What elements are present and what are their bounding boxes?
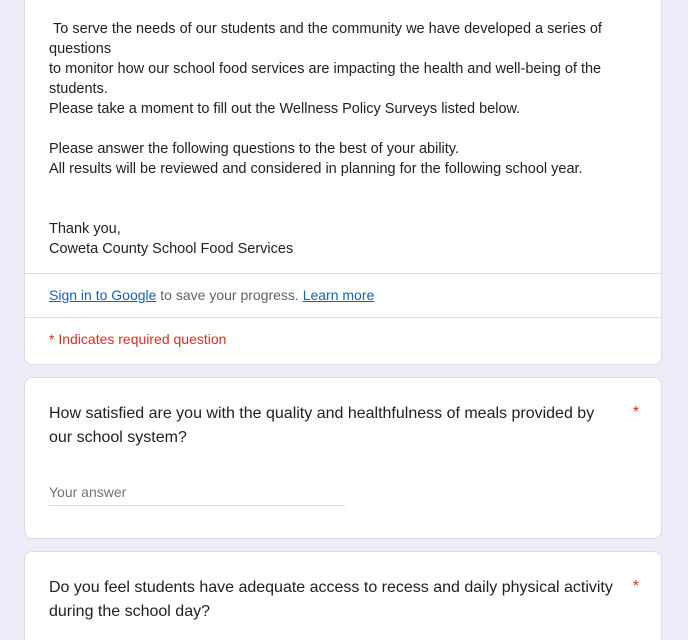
question-card: [24, 377, 662, 539]
question-title: How satisfied are you with the quality and healthfulness of meals provided by our school system?: [49, 405, 595, 446]
answer-input[interactable]: [49, 478, 345, 506]
question-title: Do you feel students have adequate access to recess and daily physical activity during the school day?: [49, 579, 613, 620]
form-description: To serve the needs of our students and the community we have developed a series of questions to monitor how our school food services are impacting the health and well-being of the students. Please take a moment to fill out the Wellness Policy Surveys listed below. Please answer the following questions to the best of your ability. All results will be reviewed and considered in planning for the following school year. Thank you, Coweta County School Food Services: [49, 21, 602, 257]
required-asterisk: *: [632, 404, 639, 421]
learn-more-link[interactable]: Learn more: [302, 287, 375, 303]
required-asterisk: *: [632, 578, 639, 595]
question-card: [24, 551, 662, 640]
form-header-card: [24, 0, 662, 365]
signin-row: [49, 285, 374, 305]
required-question-note: * Indicates required question: [49, 331, 227, 347]
divider: [25, 317, 661, 318]
signin-text: to save your progress.: [156, 287, 303, 303]
sign-in-link[interactable]: Sign in to Google: [49, 287, 157, 303]
divider: [25, 273, 661, 274]
